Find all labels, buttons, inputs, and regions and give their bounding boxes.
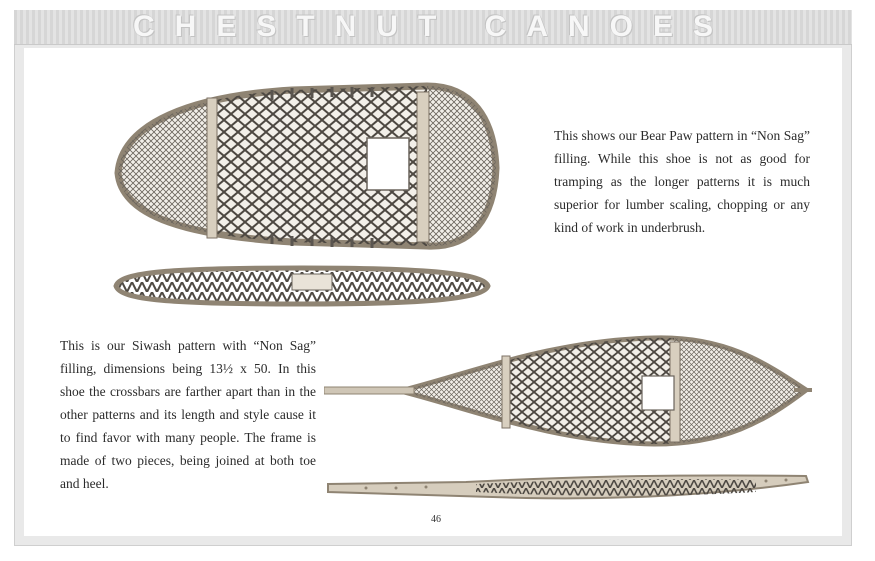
siwash-description: This is our Siwash pattern with “Non Sag” filling, dimensions being 13½ x 50. In this shoe the crossbars are farther apart than in the other patterns and its length and style cause it to find favor with many people. The frame is made of two pieces, being joined at both toe and heel. — [60, 338, 316, 491]
page-number: 46 — [431, 514, 441, 525]
banner-title: CHESTNUT CANOES — [132, 10, 733, 43]
siwash-snowshoe-top-image — [324, 332, 814, 462]
page-content — [24, 48, 842, 536]
bear-paw-snowshoe-side-image — [112, 262, 492, 310]
siwash-snowshoe-side-image — [326, 472, 812, 506]
bear-paw-description: This shows our Bear Paw pattern in “Non Sag” filling. While this shoe is not as good for tramping as the longer patterns it is much superior for lumber scaling, chopping or any kind of work in underbrush. — [554, 128, 810, 235]
bear-paw-snowshoe-top-image — [112, 78, 512, 258]
header-banner — [14, 10, 852, 45]
